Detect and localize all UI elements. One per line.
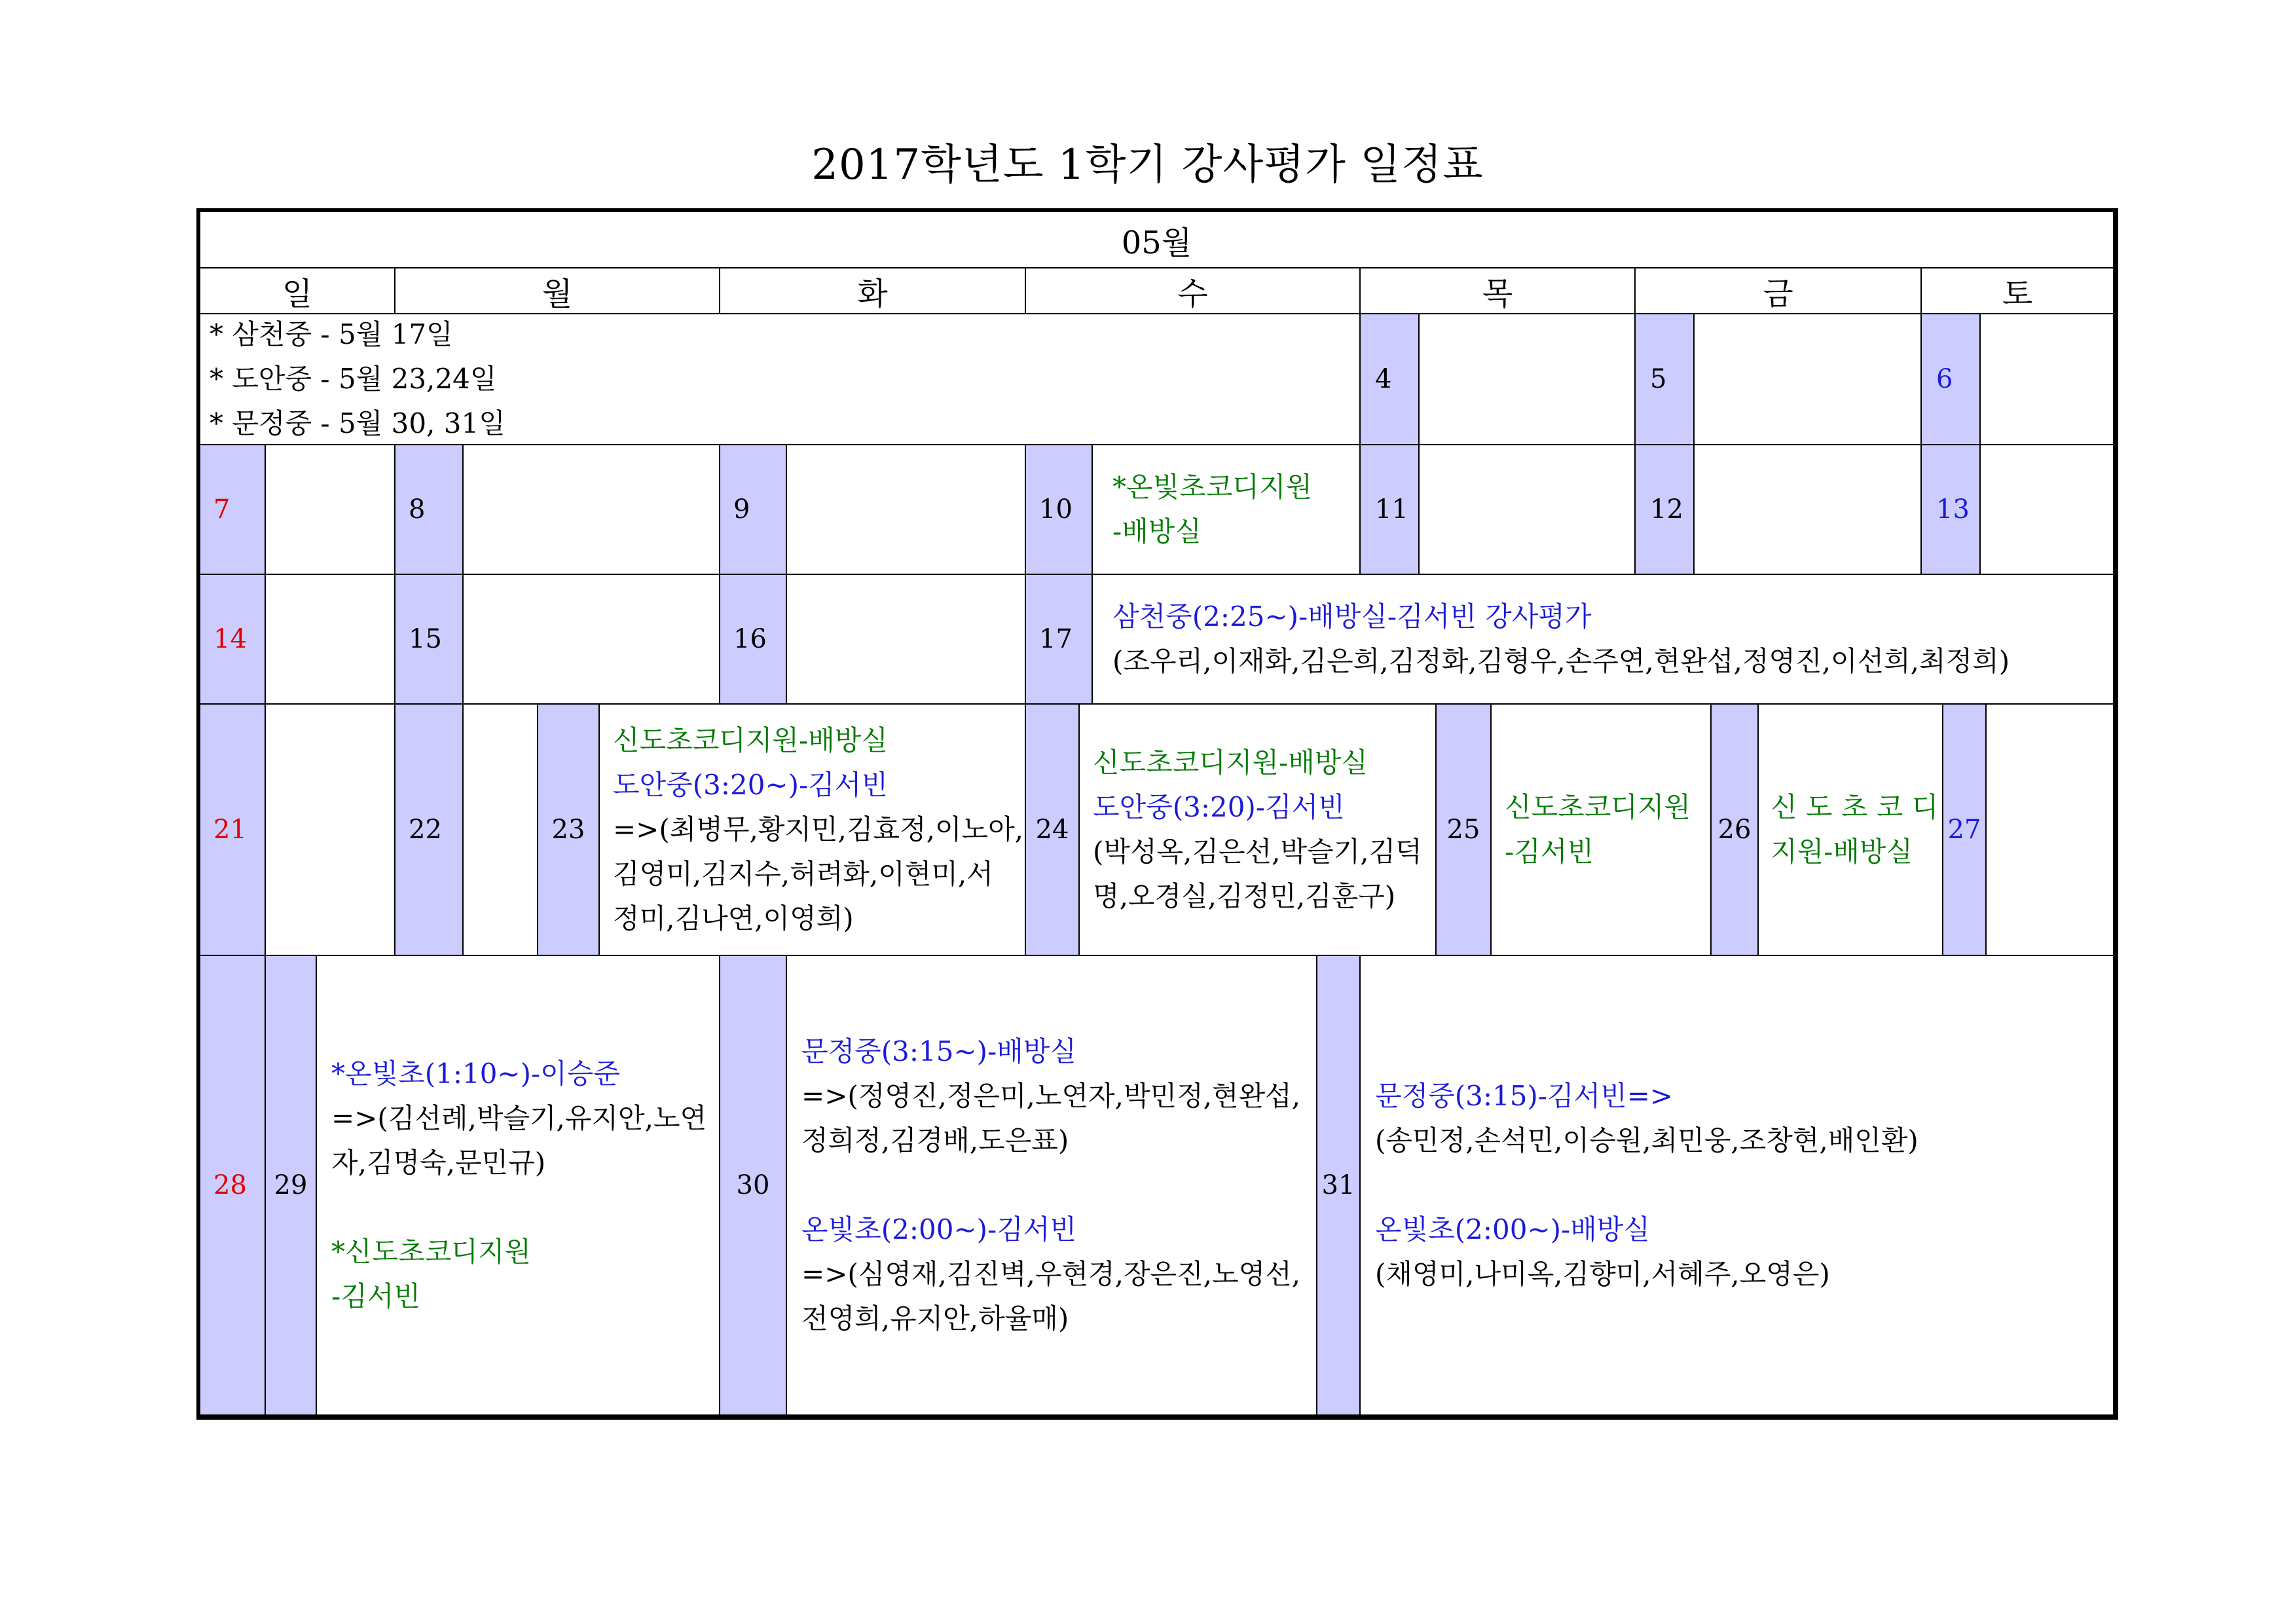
event-line: (박성옥,김은선,박슬기,김덕: [1093, 836, 1422, 868]
day-number: 9: [720, 445, 787, 575]
event-line: (채영미,나미옥,김향미,서혜주,오영은): [1375, 1258, 1830, 1290]
event-cell: [1093, 445, 1361, 575]
day-number: 15: [395, 575, 464, 705]
day-cell: [266, 705, 395, 956]
event-line: 명,오경실,김정민,김훈구): [1093, 880, 1396, 912]
day-number: 21: [200, 705, 266, 956]
event-line: 신도초코디지원-배방실: [613, 724, 888, 756]
day-cell: [1420, 314, 1636, 445]
event-line: 도안중(3:20~)-김서빈: [613, 769, 888, 801]
event-line: 신도초코디지원-배방실: [1093, 747, 1368, 779]
calendar-table: [196, 208, 2118, 1420]
day-cell: [464, 705, 538, 956]
event-line: -김서빈: [331, 1280, 420, 1312]
day-cell: [787, 575, 1026, 705]
day-cell: [1695, 314, 1922, 445]
day-cell: [1981, 445, 2114, 575]
event-line: 김영미,김지수,허려화,이현미,서: [613, 858, 993, 890]
day-cell: [1420, 445, 1636, 575]
event-line: =>(최병무,황지민,김효정,이노아,: [613, 813, 1024, 845]
day-number: 4: [1361, 314, 1420, 445]
day-cell: [1695, 445, 1922, 575]
day-number: 22: [395, 705, 464, 956]
event-line: 정희정,김경배,도은표): [801, 1124, 1069, 1156]
event-line: 문정중(3:15)-김서빈=>: [1375, 1080, 1674, 1112]
event-line: 정미,김나연,이영희): [613, 902, 854, 934]
day-number: 12: [1636, 445, 1695, 575]
event-line: 신 도 초 코 디: [1771, 791, 1939, 823]
day-number: 7: [200, 445, 266, 575]
event-line: 도안중(3:20)-김서빈: [1093, 791, 1345, 823]
day-number: 24: [1026, 705, 1080, 956]
day-cell: [787, 445, 1026, 575]
event-line: *온빛초코디지원: [1112, 471, 1313, 503]
note-item: * 문정중 - 5월 30, 31일: [210, 407, 505, 439]
day-number: 11: [1361, 445, 1420, 575]
event-line: 온빛초(2:00~)-배방실: [1375, 1213, 1650, 1246]
day-cell: [464, 575, 720, 705]
day-cell: [1987, 705, 2114, 956]
event-line: -김서빈: [1505, 836, 1594, 868]
event-cell: [787, 956, 1317, 1416]
event-line: 전영희,유지안,하율매): [801, 1302, 1069, 1335]
day-number: 6: [1922, 314, 1981, 445]
day-number: 16: [720, 575, 787, 705]
page-title: 2017학년도 1학기 강사평가 일정표: [811, 141, 1484, 189]
note-item: * 도안중 - 5월 23,24일: [210, 363, 497, 395]
weekday-sat: 토: [1922, 268, 2114, 314]
event-line: *온빛초(1:10~)-이승준: [331, 1058, 620, 1090]
event-cell: [1361, 956, 2114, 1416]
day-number: 14: [200, 575, 266, 705]
schedule-notes: [200, 314, 1361, 445]
event-cell: [1093, 575, 2114, 705]
event-line: (송민정,손석민,이승원,최민웅,조창현,배인환): [1375, 1124, 1919, 1156]
day-number: 28: [200, 956, 266, 1416]
day-cell: [1981, 314, 2114, 445]
event-line: 온빛초(2:00~)-김서빈: [801, 1213, 1076, 1246]
day-number: 27: [1943, 705, 1987, 956]
day-number: 23: [538, 705, 600, 956]
day-number: 31: [1317, 956, 1361, 1416]
weekday-mon: 월: [395, 268, 720, 314]
event-cell: [1080, 705, 1437, 956]
weekday-thu: 목: [1361, 268, 1636, 314]
event-cell: [1759, 705, 1943, 956]
day-number: 13: [1922, 445, 1981, 575]
event-line: 문정중(3:15~)-배방실: [801, 1035, 1076, 1067]
day-cell: [266, 445, 395, 575]
event-line: 지원-배방실: [1771, 836, 1913, 868]
event-cell: [600, 705, 1026, 956]
day-cell: [464, 445, 720, 575]
weekday-sun: 일: [200, 268, 395, 314]
day-cell: [266, 575, 395, 705]
event-cell: [317, 956, 720, 1416]
event-line: *신도초코디지원: [331, 1236, 532, 1268]
weekday-fri: 금: [1636, 268, 1922, 314]
event-line: =>(정영진,정은미,노연자,박민정,현완섭,: [801, 1080, 1301, 1112]
note-item: * 삼천중 - 5월 17일: [210, 318, 453, 350]
event-line: =>(심영재,김진벽,우현경,장은진,노영선,: [801, 1258, 1301, 1290]
weekday-wed: 수: [1026, 268, 1361, 314]
weekday-tue: 화: [720, 268, 1026, 314]
day-number: 17: [1026, 575, 1093, 705]
event-line: -배방실: [1112, 515, 1202, 547]
day-number: 10: [1026, 445, 1093, 575]
day-number: 25: [1437, 705, 1492, 956]
day-number: 8: [395, 445, 464, 575]
day-number: 29: [266, 956, 317, 1416]
event-line: =>(김선례,박슬기,유지안,노연: [331, 1102, 707, 1134]
event-line: 신도초코디지원: [1505, 791, 1691, 823]
day-number: 26: [1712, 705, 1759, 956]
month-header: 05월: [200, 212, 2114, 268]
event-line: 자,김명숙,문민규): [331, 1147, 546, 1179]
day-number: 5: [1636, 314, 1695, 445]
event-line: 삼천중(2:25~)-배방실-김서빈 강사평가: [1112, 600, 1592, 633]
day-number: 30: [720, 956, 787, 1416]
event-cell: [1492, 705, 1712, 956]
event-line: (조우리,이재화,김은희,김정화,김형우,손주연,현완섭,정영진,이선희,최정희): [1112, 645, 2010, 677]
